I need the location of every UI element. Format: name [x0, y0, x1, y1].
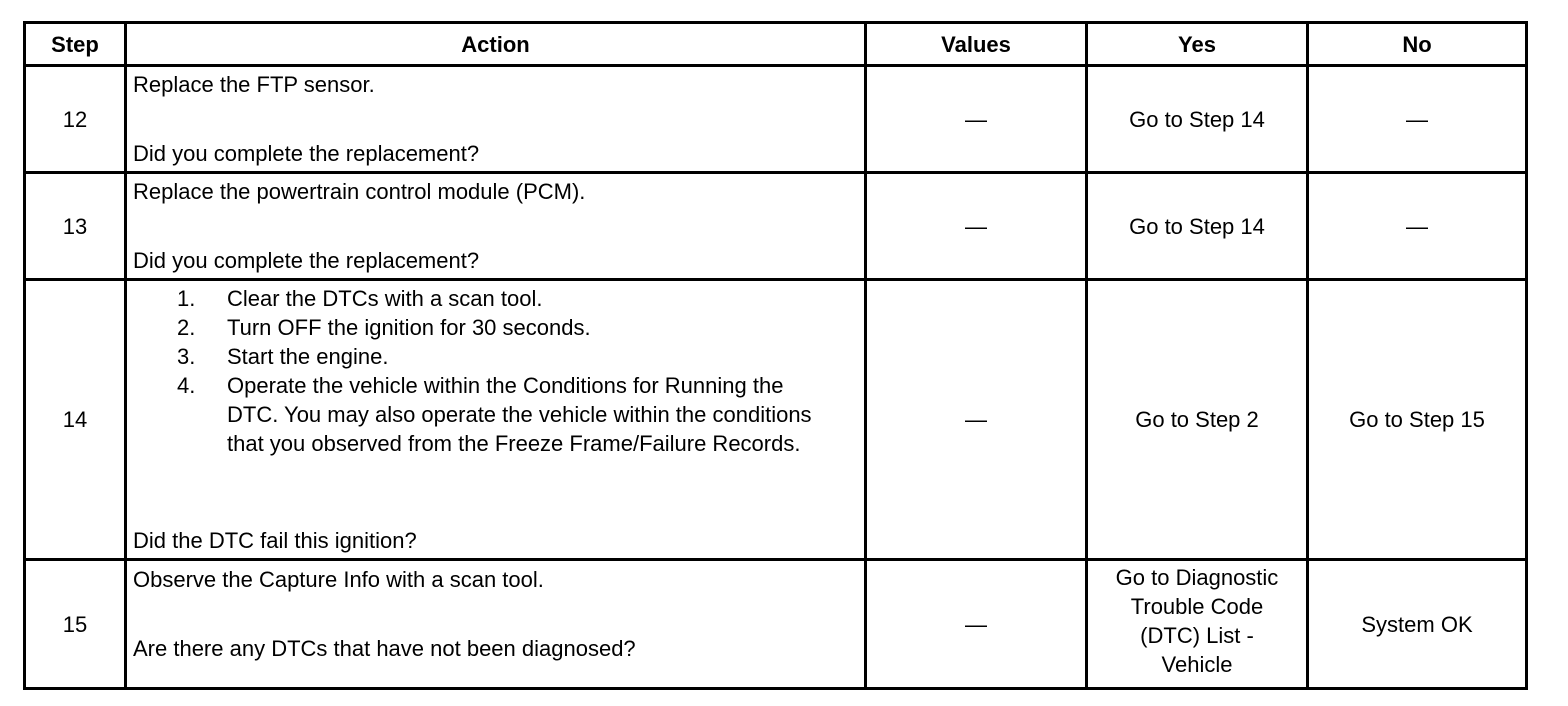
list-item-number: 4. — [177, 373, 196, 398]
step-number: 14 — [25, 280, 126, 560]
yes-cell-text: Go to Diagnostic Trouble Code (DTC) List - Vehicle — [1115, 565, 1279, 677]
action-question: Did you complete the replacement? — [133, 248, 480, 273]
yes-cell: Go to Step 14 — [1087, 173, 1308, 280]
header-no: No — [1308, 23, 1527, 66]
no-cell: System OK — [1308, 560, 1527, 689]
list-item-text: Operate the vehicle within the Conditions for Running the DTC. You may also operate the vehicle within the conditions that you observed from the Freeze Frame/Failure Records. — [227, 373, 812, 456]
values-cell: — — [866, 66, 1087, 173]
list-item — [127, 371, 827, 458]
table-row — [25, 173, 1527, 280]
action-intro: Replace the FTP sensor. — [133, 72, 375, 97]
list-item-text: Turn OFF the ignition for 30 seconds. — [227, 315, 591, 340]
diagnostic-table — [23, 21, 1528, 690]
list-item — [127, 313, 827, 342]
yes-cell: Go to Step 2 — [1087, 280, 1308, 560]
header-step: Step — [25, 23, 126, 66]
list-item — [127, 284, 827, 313]
action-cell — [126, 173, 866, 280]
list-item-number: 1. — [177, 286, 196, 311]
action-cell — [126, 280, 866, 560]
values-cell: — — [866, 560, 1087, 689]
step-number: 12 — [25, 66, 126, 173]
no-cell: Go to Step 15 — [1308, 280, 1527, 560]
header-row — [25, 23, 1527, 66]
list-item-number: 2. — [177, 315, 196, 340]
action-question: Did the DTC fail this ignition? — [133, 528, 417, 553]
list-item-text: Start the engine. — [227, 344, 389, 369]
action-intro: Replace the powertrain control module (PCM). — [133, 179, 586, 204]
yes-cell: Go to Step 14 — [1087, 66, 1308, 173]
list-item — [127, 342, 827, 371]
action-question: Did you complete the replacement? — [133, 141, 480, 166]
header-yes: Yes — [1087, 23, 1308, 66]
no-cell: — — [1308, 173, 1527, 280]
table-row — [25, 280, 1527, 560]
no-cell: — — [1308, 66, 1527, 173]
header-values: Values — [866, 23, 1087, 66]
action-intro: Observe the Capture Info with a scan tool. — [133, 567, 544, 592]
action-question: Are there any DTCs that have not been diagnosed? — [133, 636, 636, 661]
action-steps-list — [127, 284, 864, 458]
list-item-text: Clear the DTCs with a scan tool. — [227, 286, 543, 311]
list-item-number: 3. — [177, 344, 196, 369]
header-action: Action — [126, 23, 866, 66]
values-cell: — — [866, 173, 1087, 280]
values-cell: — — [866, 280, 1087, 560]
table-row — [25, 560, 1527, 689]
step-number: 15 — [25, 560, 126, 689]
action-cell — [126, 560, 866, 689]
yes-cell — [1087, 560, 1308, 689]
table-row — [25, 66, 1527, 173]
action-cell — [126, 66, 866, 173]
step-number: 13 — [25, 173, 126, 280]
